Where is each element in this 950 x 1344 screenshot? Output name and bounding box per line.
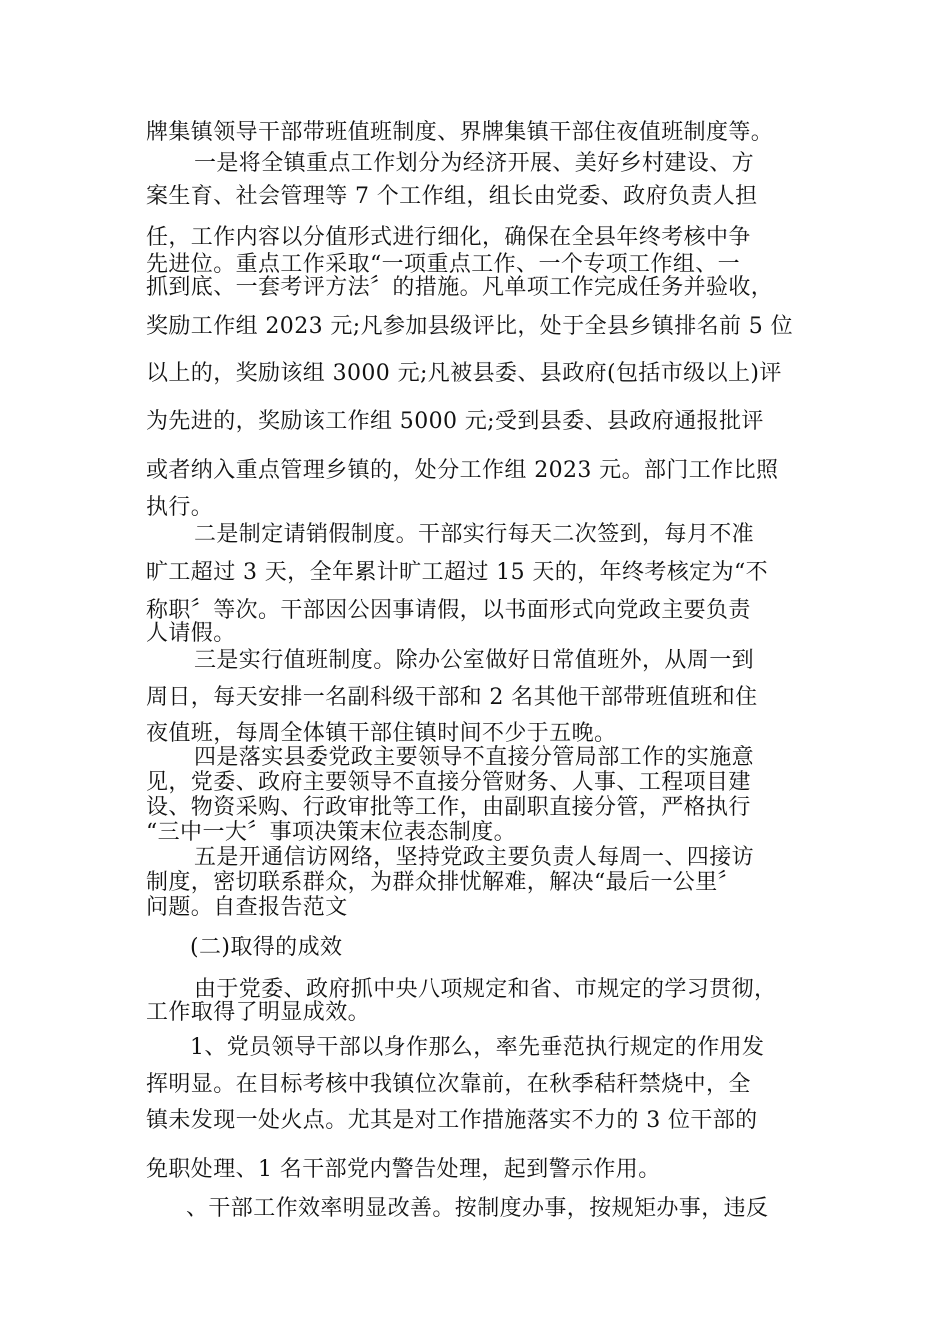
paragraph-first-line: 、干部工作效率明显改善。按制度办事，按规矩办事，违反 [186,1196,769,1221]
paragraph-first-line: 五是开通信访网络，坚持党政主要负责人每周一、四接访 [194,845,755,870]
text-line: 镇未发现一处火点。尤其是对工作措施落实不力的 3 位干部的 [146,1108,758,1133]
text-line: “三中一大〞事项决策末位表态制度。 [146,820,517,845]
paragraph-first-line: 四是落实县委党政主要领导不直接分管局部工作的实施意 [194,745,755,770]
paragraph-first-line: 1、党员领导干部以身作那么，率先垂范执行规定的作用发 [190,1035,765,1060]
text-line: 见，党委、政府主要领导不直接分管财务、人事、工程项目建 [146,770,751,795]
paragraph-first-line: 一是将全镇重点工作划分为经济开展、美好乡村建设、方 [194,151,755,176]
text-line: 制度，密切联系群众，为群众排忧解难，解决“最后一公里〞 [146,870,741,895]
text-line: 奖励工作组 2023 元;凡参加县级评比，处于全县乡镇排名前 5 位 [146,314,793,339]
text-line: 称职〞等次。干部因公因事请假，以书面形式向党政主要负责 [146,598,751,623]
text-line: 案生育、社会管理等 7 个工作组，组长由党委、政府负责人担 [146,184,758,209]
text-line: 先进位。重点工作采取“一项重点工作、一个专项工作组、一 [146,252,741,277]
text-line: 以上的，奖励该组 3000 元;凡被县委、县政府(包括市级以上)评 [146,361,782,386]
paragraph-first-line: 二是制定请销假制度。干部实行每天二次签到，每月不准 [194,522,755,547]
text-line: 为先进的，奖励该工作组 5000 元;受到县委、县政府通报批评 [146,409,764,434]
text-line: 工作取得了明显成效。 [146,1000,371,1025]
text-line: 抓到底、一套考评方法〞的措施。凡单项工作完成任务并验收， [146,275,774,300]
paragraph-first-line: 由于党委、政府抓中央八项规定和省、市规定的学习贯彻， [194,977,777,1002]
text-line: 牌集镇领导干部带班值班制度、界牌集镇干部住夜值班制度等。 [146,120,774,145]
paragraph-first-line: 三是实行值班制度。除办公室做好日常值班外，从周一到 [194,648,755,673]
text-line: 设、物资采购、行政审批等工作，由副职直接分管，严格执行 [146,795,751,820]
text-line: 免职处理、1 名干部党内警告处理，起到警示作用。 [146,1157,661,1182]
text-line: 周日，每天安排一名副科级干部和 2 名其他干部带班值班和住 [146,685,758,710]
text-line: 夜值班，每周全体镇干部住镇时间不少于五晚。 [146,721,617,746]
text-line: 或者纳入重点管理乡镇的，处分工作组 2023 元。部门工作比照 [146,458,779,483]
section-heading: (二)取得的成效 [190,935,343,960]
text-line: 旷工超过 3 天，全年累计旷工超过 15 天的，年终考核定为“不 [146,560,769,585]
text-line: 任，工作内容以分值形式进行细化，确保在全县年终考核中争 [146,225,751,250]
text-line: 人请假。 [146,621,236,646]
text-line: 问题。自查报告范文 [146,895,348,920]
text-line: 执行。 [146,495,214,520]
text-line: 挥明显。在目标考核中我镇位次靠前，在秋季秸秆禁烧中，全 [146,1072,751,1097]
